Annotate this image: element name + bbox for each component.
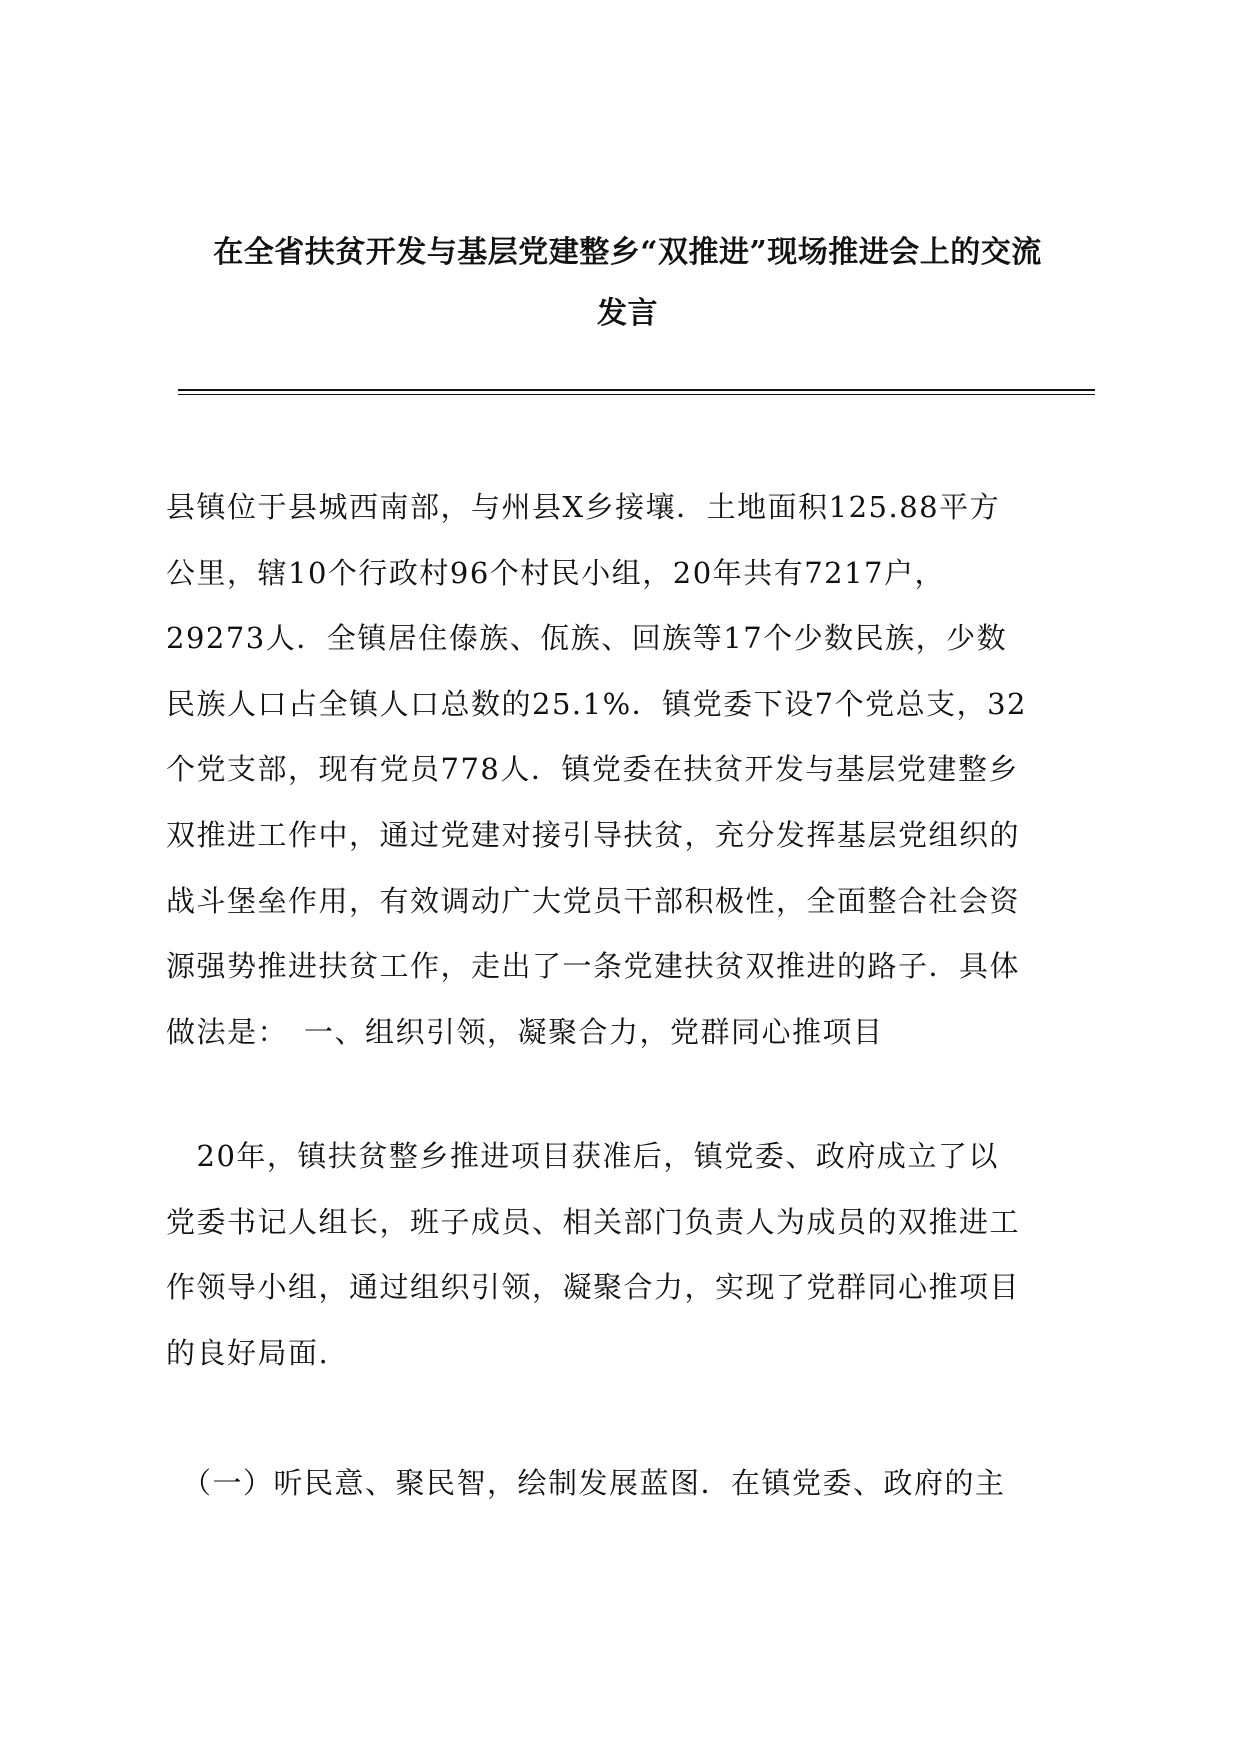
paragraph-1 (166, 475, 1096, 1065)
paragraph-line: 战斗堡垒作用，有效调动广大党员干部积极性，全面整合社会资 (166, 883, 1021, 918)
paragraph-line: 民族人口占全镇人口总数的25.1%．镇党委下设7个党总支，32 (166, 686, 1027, 721)
title-line-1: 在全省扶贫开发与基层党建整乡“双推进”现场推进会上的交流 (213, 235, 1042, 270)
paragraph-3 (166, 1451, 1096, 1517)
paragraph-2 (166, 1124, 1096, 1386)
paragraph-line: 党委书记人组长，班子成员、相关部门负责人为成员的双推进工 (166, 1204, 1021, 1239)
paragraph-line: 县镇位于县城西南部，与州县X乡接壤．土地面积125.88平方 (166, 490, 1001, 524)
paragraph-line: 做法是： 一、组织引领，凝聚合力，党群同心推项目 (166, 1014, 884, 1049)
paragraph-line: 29273人．全镇居住傣族、佤族、回族等17个少数民族，少数 (166, 621, 1008, 656)
paragraph-line: 的良好局面. (166, 1335, 330, 1370)
paragraph-line: 源强势推进扶贫工作，走出了一条党建扶贫双推进的路子．具体 (166, 949, 1021, 984)
title-divider-thick (178, 389, 1095, 391)
paragraph-line: 20年，镇扶贫整乡推进项目获准后，镇党委、政府成立了以 (166, 1139, 999, 1173)
paragraph-line: 双推进工作中，通过党建对接引导扶贫，充分发挥基层党组织的 (166, 817, 1021, 852)
document-title (150, 222, 1105, 344)
paragraph-line: 公里，辖10个行政村96个村民小组，20年共有7217户， (166, 555, 946, 590)
title-divider-thin (178, 394, 1095, 395)
paragraph-line: （一）听民意、聚民智，绘制发展蓝图．在镇党委、政府的主 (166, 1466, 1006, 1500)
title-line-2: 发言 (597, 296, 658, 331)
paragraph-line: 作领导小组，通过组织引领，凝聚合力，实现了党群同心推项目 (166, 1270, 1021, 1305)
paragraph-line: 个党支部，现有党员778人．镇党委在扶贫开发与基层党建整乡 (166, 752, 1019, 787)
